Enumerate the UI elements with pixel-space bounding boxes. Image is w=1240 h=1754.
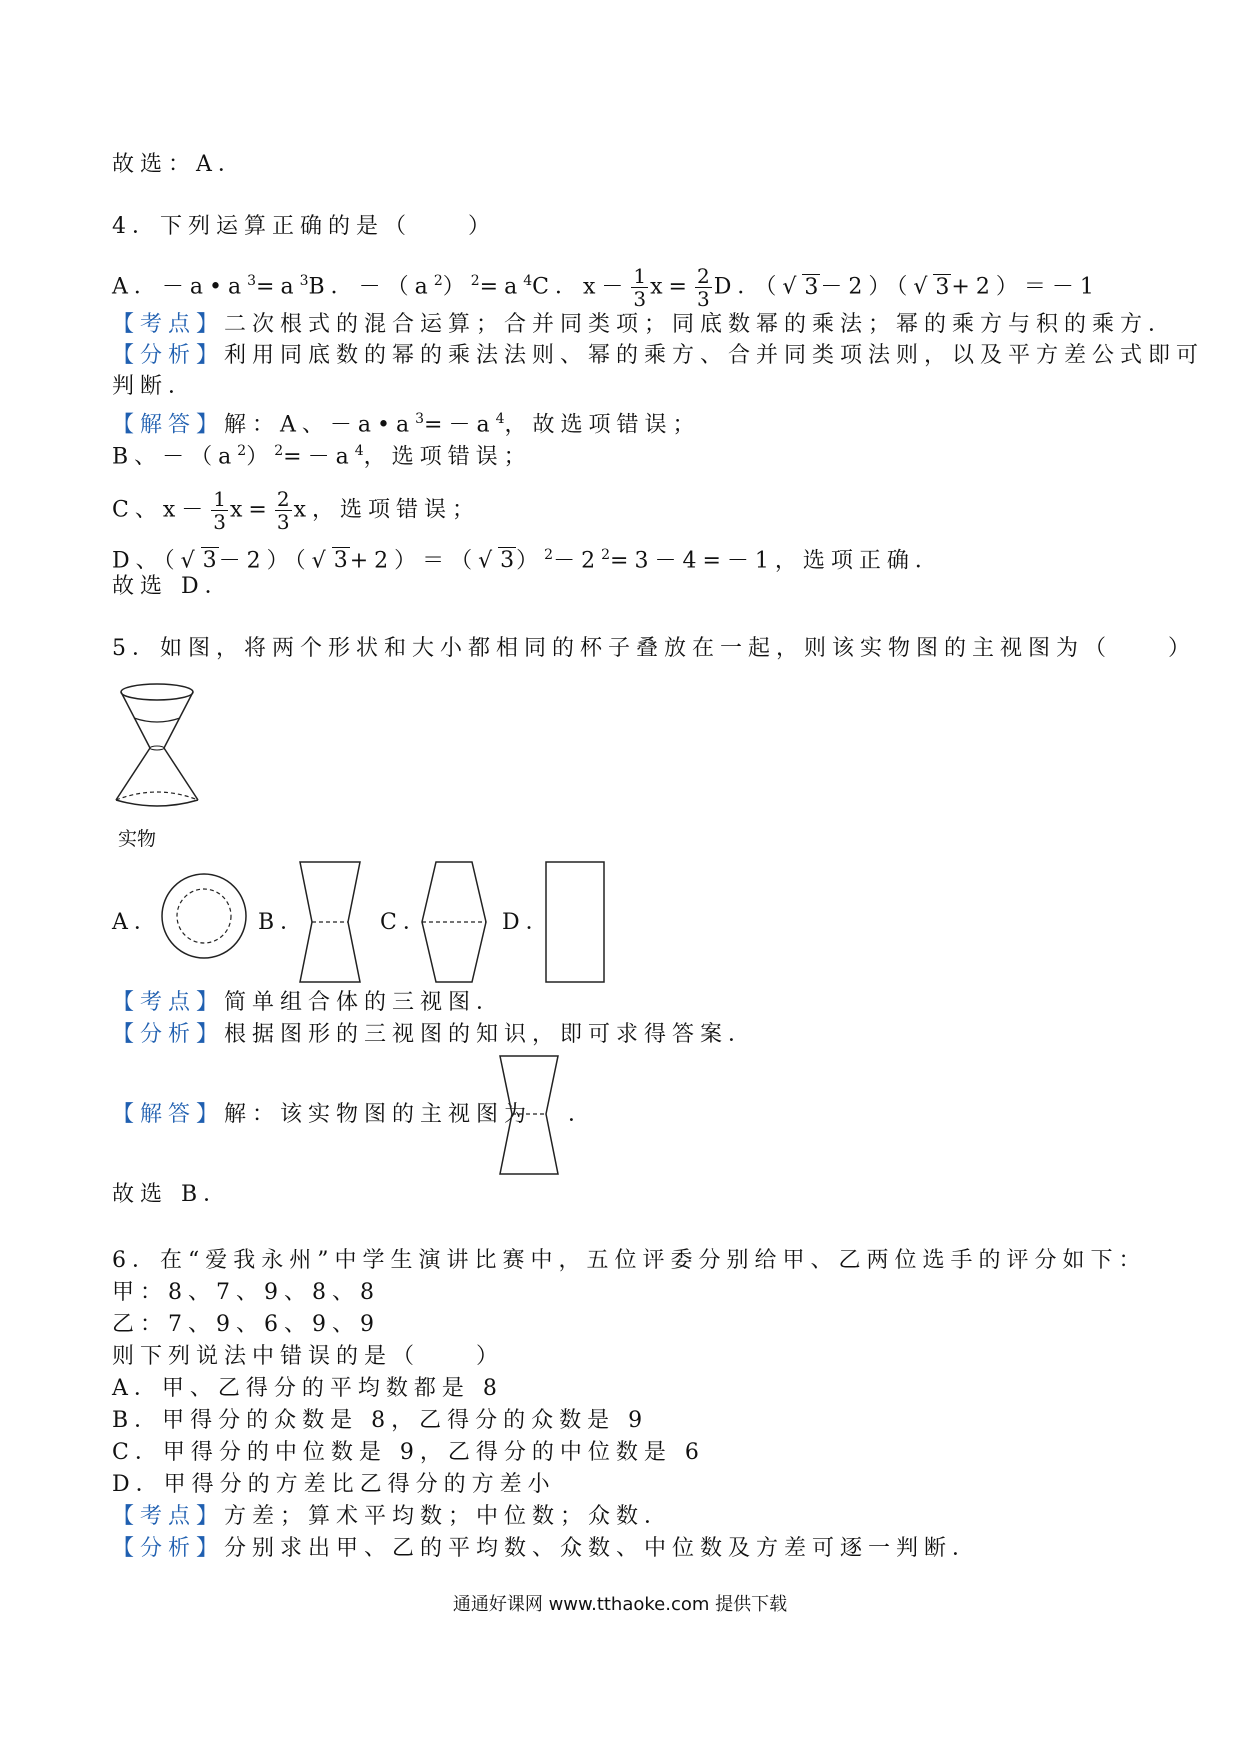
q4-fenxi-2: 判断． — [112, 374, 197, 399]
fenxi-tag: 【分析】 — [112, 1022, 225, 1047]
kaodian-tag: 【考点】 — [112, 990, 225, 1015]
q4-jieda-d: D、$(√3-2)(√3+2)=(√3)^2-2^2=3-4=-1$，选项正确． — [112, 547, 943, 574]
fenxi-tag: 【分析】 — [112, 343, 225, 368]
option-d-label: D． — [502, 910, 554, 935]
jieda-text: 解：该实物图的主视图为 — [224, 1102, 533, 1127]
option-b-figure — [298, 860, 362, 986]
q6-yi: 乙：7、9、6、9、9 — [112, 1312, 380, 1337]
q6-option-c: C．甲得分的中位数是 9，乙得分的中位数是 6 — [112, 1440, 705, 1465]
q4-jieda-b: B、$-(a^2)^2=-a^4$，选项错误； — [112, 443, 532, 470]
page-footer: 通通好课网 www.tthaoke.com 提供下载 — [452, 1594, 788, 1615]
q5-jieda — [112, 1100, 532, 1130]
q4-kaodian — [112, 310, 1176, 340]
q5-kaodian — [112, 988, 504, 1018]
cups-figure — [108, 680, 208, 820]
q5-jieda-end: ． — [568, 1102, 597, 1127]
q4-jieda: 【解答】解：A、$-a•a^3=-a^4$，故选项错误； — [112, 411, 701, 438]
jieda-tag: 【解答】 — [112, 1102, 225, 1127]
object-label: 实物 — [118, 828, 157, 850]
kaodian-tag: 【考点】 — [112, 1504, 225, 1529]
q6-option-a: A．甲、乙得分的平均数都是 8 — [112, 1376, 503, 1401]
q5-fenxi — [112, 1020, 756, 1050]
fenxi-text: 根据图形的三视图的知识，即可求得答案． — [224, 1022, 757, 1047]
q6-kaodian — [112, 1502, 672, 1532]
question-4: 4．下列运算正确的是（ ） — [112, 214, 496, 239]
kaodian-text: 简单组合体的三视图． — [224, 990, 505, 1015]
option-d-figure — [544, 860, 606, 986]
q6-ask: 则下列说法中错误的是（ ） — [112, 1344, 505, 1369]
q4-jieda-c: C、x－ $\frac{1}{3}$ x= $\frac{2}{3}$ x，选项错误； — [112, 487, 480, 534]
option-a-figure — [158, 870, 250, 962]
kaodian-tag: 【考点】 — [112, 312, 225, 337]
q4-options: A．$-a•a^3=a^3B$．$-(a^2)^2=a^4C$．x－ $\frac{1}{3}$ x= $\frac{2}{3}$ D．（√3－2）（√3+2）＝－1 — [112, 264, 1100, 311]
kaodian-text: 二次根式的混合运算；合并同类项；同底数幂的乘法；幂的乘方与积的乘方． — [224, 312, 1177, 337]
question-5: 5．如图，将两个形状和大小都相同的杯子叠放在一起，则该实物图的主视图为（ ） — [112, 636, 1196, 661]
answer-line: 故选：A． — [112, 152, 246, 177]
q6-fenxi — [112, 1534, 980, 1564]
option-c-figure — [420, 860, 488, 986]
q6-jia: 甲：8、7、9、8、8 — [112, 1280, 380, 1305]
q6-option-b: B．甲得分的众数是 8，乙得分的众数是 9 — [112, 1408, 649, 1433]
q5-select: 故选 B． — [112, 1182, 232, 1207]
q4-fenxi — [112, 341, 1204, 371]
fenxi-text: 分别求出甲、乙的平均数、众数、中位数及方差可逐一判断． — [224, 1536, 981, 1561]
option-a-label: A． — [112, 910, 162, 935]
answer-figure — [498, 1054, 562, 1178]
kaodian-text: 方差；算术平均数；中位数；众数． — [224, 1504, 673, 1529]
jieda-tag: 【解答】 — [112, 412, 225, 438]
option-b-label: B． — [258, 910, 309, 935]
option-c-label: C． — [380, 910, 431, 935]
fenxi-tag: 【分析】 — [112, 1536, 225, 1561]
q4-select: 故选 D． — [112, 574, 233, 599]
q6-option-d: D．甲得分的方差比乙得分的方差小 — [112, 1472, 556, 1497]
fenxi-text: 利用同底数的幂的乘法法则、幂的乘方、合并同类项法则，以及平方差公式即可 — [224, 343, 1205, 368]
question-6: 6．在“爱我永州”中学生演讲比赛中，五位评委分别给甲、乙两位选手的评分如下： — [112, 1248, 1147, 1273]
